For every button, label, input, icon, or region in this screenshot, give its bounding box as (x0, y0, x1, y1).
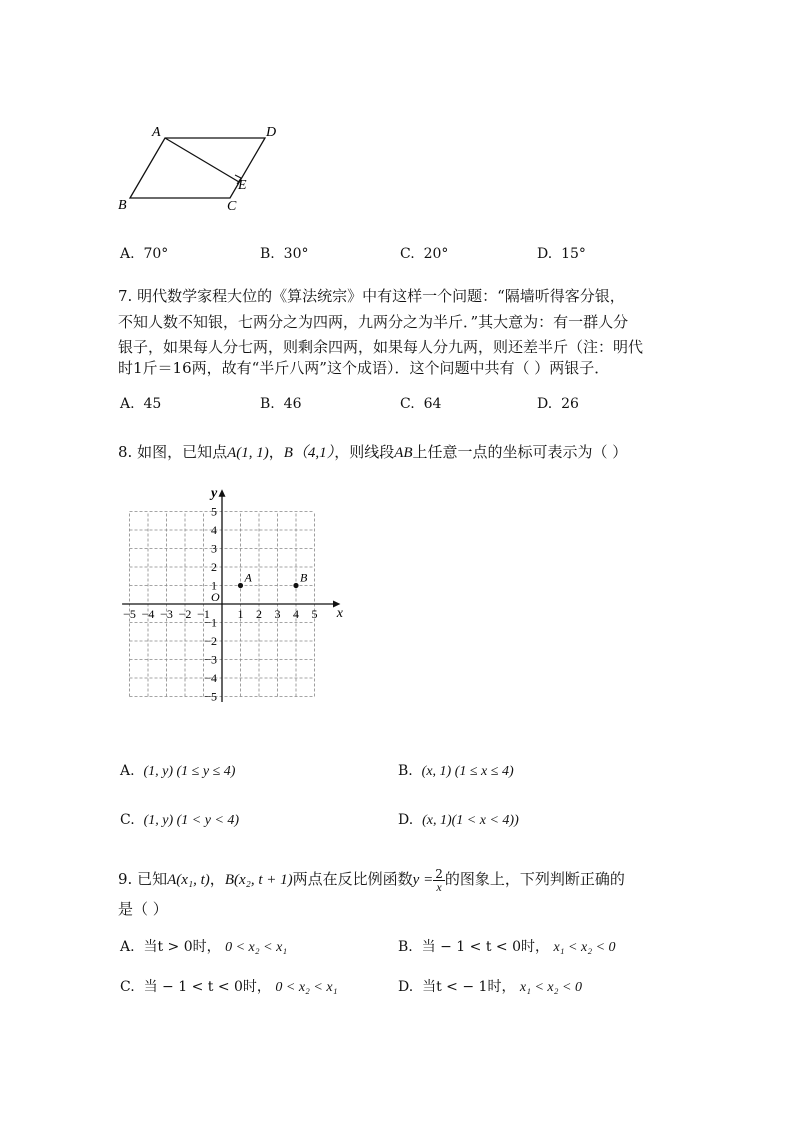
coordinate-grid (110, 485, 350, 732)
point-a (238, 583, 243, 588)
option-letter: B. (260, 246, 275, 262)
x-tick-label: −2 (178, 607, 192, 621)
y-tick-label: −5 (204, 689, 217, 704)
q8-option-c[interactable] (120, 812, 239, 829)
q7-line-4: 时1斤＝16两，故有“半斤八两”这个成语）．这个问题中共有（ ）两银子． (118, 359, 610, 377)
x-tick-label: −5 (123, 607, 136, 621)
option-text: 46 (283, 396, 302, 412)
q7-option-a[interactable] (120, 396, 161, 412)
q8-sep: ， (268, 443, 284, 461)
q8-suffix-1: ，则线段 (334, 443, 395, 461)
y-tick-label: −2 (204, 634, 217, 648)
q8-stem (118, 439, 627, 466)
option-condition: 当 − 1 < t < 0时， (421, 939, 549, 955)
vertex-label-b: B (118, 198, 127, 213)
option-letter: A. (120, 246, 135, 262)
y-tick-label: 2 (211, 560, 217, 574)
point-label-a: A (244, 570, 252, 585)
option-condition: 当t < − 1时， (422, 979, 516, 995)
q7-line-3: 银子，如果每人分七两，则剩余四两，如果每人分九两，则还差半斤（注：明代 (118, 338, 644, 356)
fraction-numerator: 2 (435, 866, 443, 881)
option-result: x₁ < x₂ < 0 (519, 980, 582, 995)
option-text: (1, y) (1 < y < 4) (143, 813, 240, 828)
q9-option-a[interactable] (120, 936, 287, 956)
option-letter: D. (398, 979, 414, 995)
option-text: 30° (283, 246, 309, 262)
option-result: x₁ < x₂ < 0 (553, 940, 616, 955)
option-condition: 当 − 1 < t < 0时， (143, 979, 271, 995)
q6-option-c[interactable] (400, 246, 448, 262)
q6-option-d[interactable] (537, 246, 586, 262)
x-axis-label: x (336, 606, 343, 621)
q8-point-b: B（4,1） (283, 445, 335, 461)
x-tick-label: 3 (274, 607, 281, 621)
q8-option-b[interactable] (398, 763, 514, 780)
option-text: 20° (423, 246, 449, 262)
q9-option-c[interactable] (120, 976, 337, 996)
q8-point-a: A(1, 1) (227, 445, 269, 461)
q8-prefix: 8. 如图，已知点 (118, 443, 228, 461)
q7-line-1: 7. 明代数学家程大位的《算法统宗》中有这样一个问题：“隔墙听得客分银， (118, 287, 625, 305)
segment-ae (165, 138, 239, 182)
option-text: (x, 1) (1 ≤ x ≤ 4) (421, 764, 514, 779)
option-letter: B. (398, 763, 413, 779)
q9-fraction (433, 868, 445, 893)
option-letter: B. (398, 939, 413, 955)
q9-line-2: 是（ ） (118, 900, 168, 918)
option-text: 45 (143, 396, 162, 412)
vertex-label-c: C (227, 199, 237, 214)
q7-option-c[interactable] (400, 396, 441, 412)
q9-suffix: 的图象上，下列判断正确的 (444, 870, 625, 888)
q9-stem (118, 866, 625, 893)
q7-line-2: 不知人数不知银，七两分之为四两，九两分之为半斤．”其大意为：有一群人分 (118, 313, 629, 331)
q9-sep: ， (209, 870, 225, 888)
option-text: 64 (423, 396, 442, 412)
q9-func-lhs: y = (412, 872, 434, 888)
y-tick-label: 1 (211, 578, 217, 593)
vertex-label-a: A (152, 125, 161, 140)
q9-option-d[interactable] (398, 976, 582, 996)
x-tick-label: 1 (237, 607, 244, 621)
option-letter: C. (400, 246, 415, 262)
q9-mid: 两点在反比例函数 (292, 870, 413, 888)
y-axis-label: y (211, 485, 218, 501)
option-letter: B. (260, 396, 275, 412)
q9-point-a: A(x₁, t) (167, 872, 210, 888)
q9-prefix: 9. 已知 (118, 870, 168, 888)
q8-option-a[interactable] (120, 763, 235, 780)
option-letter: A. (120, 939, 135, 955)
option-text: (x, 1)(1 < x < 4)) (422, 813, 519, 828)
point-label-b: B (300, 570, 308, 585)
option-letter: C. (120, 812, 135, 828)
option-text: 70° (143, 246, 169, 262)
option-letter: D. (537, 396, 553, 412)
option-letter: A. (120, 763, 135, 779)
q8-option-d[interactable] (398, 812, 519, 829)
option-letter: D. (398, 812, 414, 828)
q6-option-a[interactable] (120, 246, 168, 262)
origin-label: O (211, 590, 220, 604)
option-letter: A. (120, 396, 135, 412)
vertex-label-d: D (266, 125, 277, 140)
x-tick-label: −3 (160, 607, 173, 621)
q6-option-b[interactable] (260, 246, 308, 262)
parallelogram-figure (110, 118, 290, 218)
q7-option-d[interactable] (537, 396, 579, 412)
x-tick-label: 4 (293, 607, 299, 621)
option-letter: C. (120, 979, 135, 995)
y-tick-label: −4 (204, 671, 217, 685)
q9-option-b[interactable] (398, 936, 616, 956)
option-text: 26 (561, 396, 579, 412)
fraction-denominator: x (436, 879, 442, 894)
q8-segment: AB (394, 445, 413, 461)
x-tick-label: 5 (311, 607, 318, 621)
option-text: 15° (561, 246, 586, 262)
q7-option-b[interactable] (260, 396, 301, 412)
y-axis-arrow (219, 489, 226, 496)
y-tick-label: 3 (211, 541, 217, 556)
y-tick-label: −1 (204, 615, 217, 630)
y-tick-label: 4 (211, 523, 217, 537)
point-b (293, 583, 298, 588)
q8-suffix-2: 上任意一点的坐标可表示为（ ） (412, 443, 628, 461)
y-tick-label: 5 (211, 504, 217, 519)
option-condition: 当t > 0时， (143, 939, 221, 955)
vertex-label-e: E (238, 178, 247, 193)
y-tick-label: −3 (204, 652, 217, 667)
x-tick-label: −4 (141, 607, 155, 621)
option-result: 0 < x₂ < x₁ (225, 940, 288, 955)
q9-point-b: B(x₂, t + 1) (224, 872, 293, 888)
x-tick-label: −1 (197, 607, 210, 621)
x-tick-label: 2 (256, 607, 262, 621)
option-letter: C. (400, 396, 415, 412)
option-letter: D. (537, 246, 553, 262)
option-result: 0 < x₂ < x₁ (275, 980, 338, 995)
option-text: (1, y) (1 ≤ y ≤ 4) (143, 764, 236, 779)
